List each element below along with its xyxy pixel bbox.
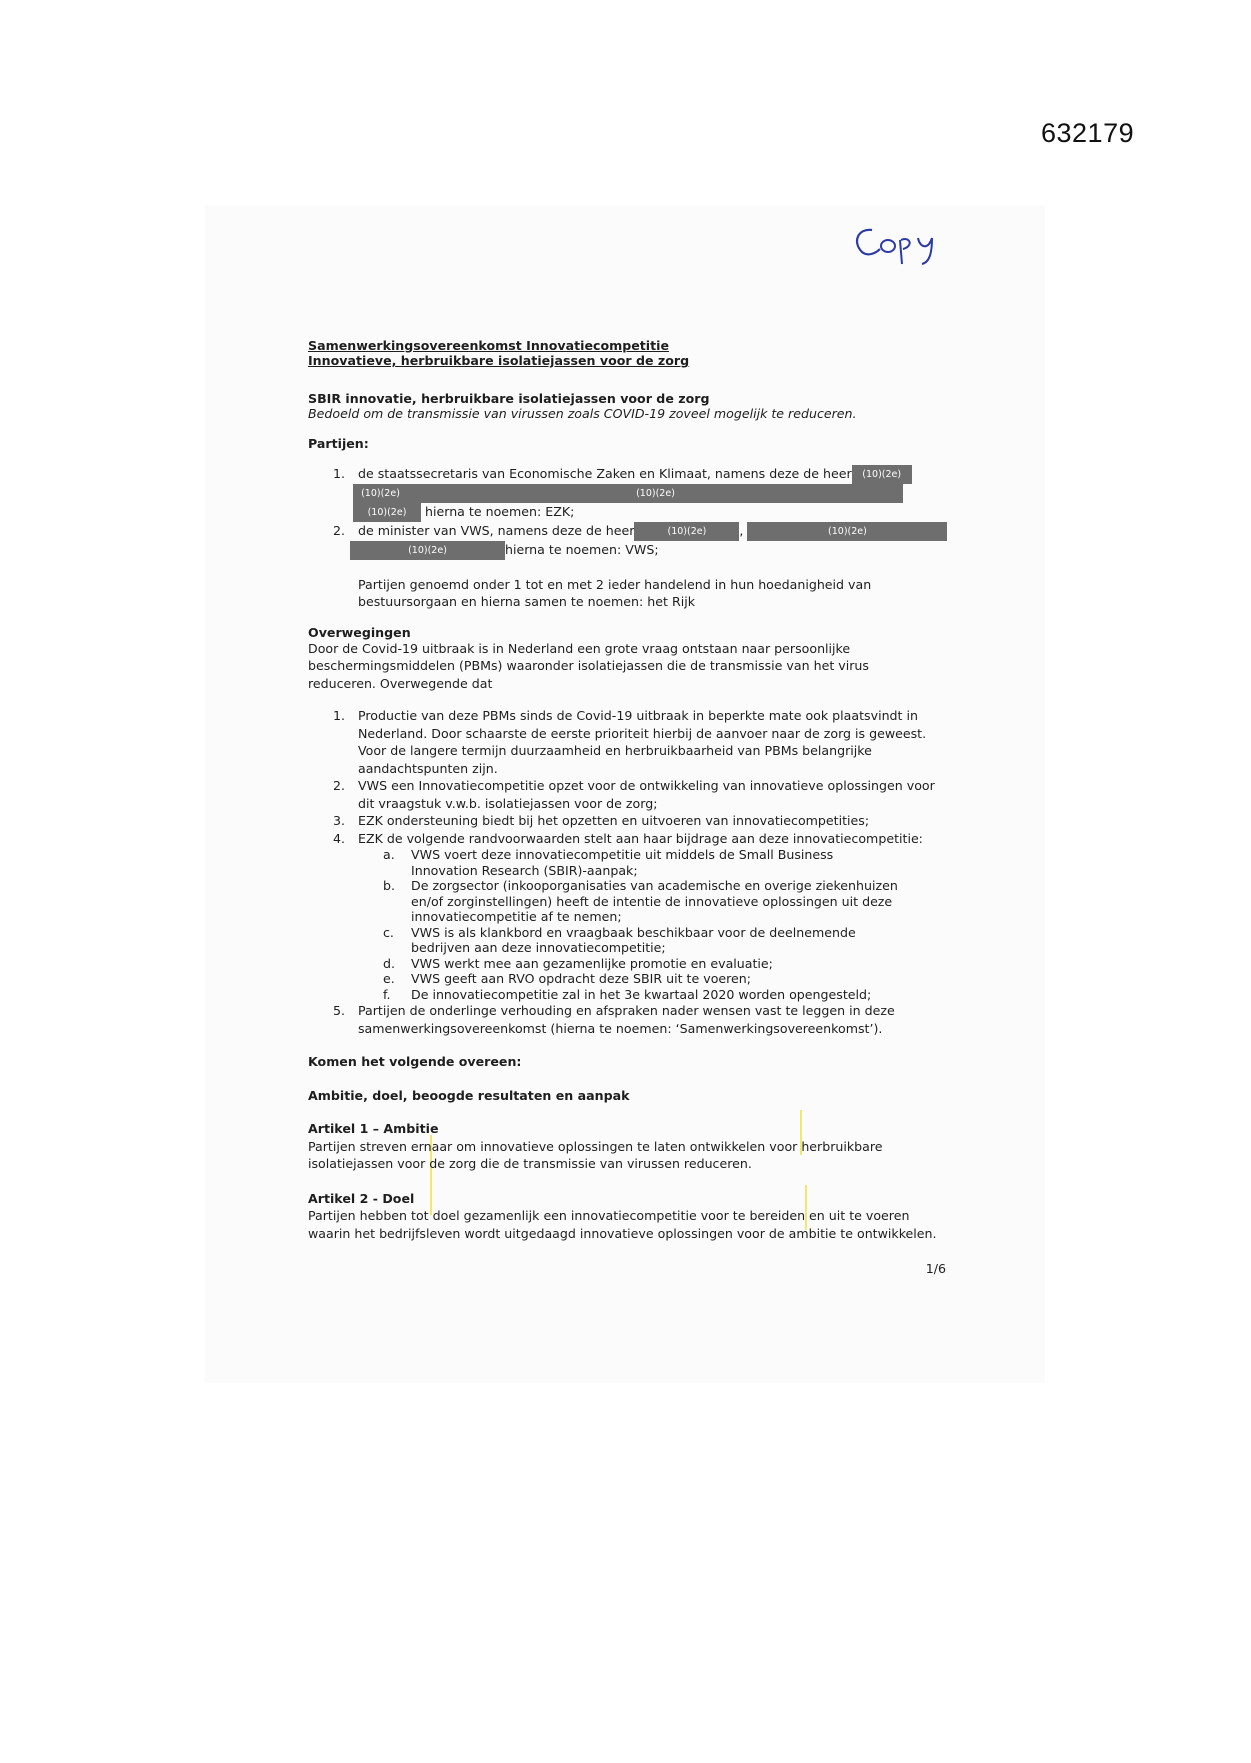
condition-label: f.: [383, 986, 391, 1002]
condition-label: a.: [383, 847, 395, 862]
article-1-heading: Artikel 1 – Ambitie: [308, 1121, 439, 1136]
condition-item: [308, 925, 903, 956]
parties-note: Partijen genoemd onder 1 tot en met 2 ieder handelend in hun hoedanigheid van bestuursorgaan en hierna samen te noemen: het Rijk: [358, 576, 872, 609]
condition-text: VWS is als klankbord en vraagbaak beschikbaar voor de deelnemende bedrijven aan deze innovatiecompetitie;: [411, 924, 856, 955]
redaction-box: (10)(2e): [350, 541, 505, 560]
article-2-heading: Artikel 2 - Doel: [308, 1190, 415, 1206]
condition-item: [308, 878, 903, 925]
consideration-item: [308, 707, 948, 777]
section-heading: Ambitie, doel, beoogde resultaten en aanpak: [308, 1087, 630, 1103]
title-line-1: Samenwerkingsovereenkomst Innovatiecompetitie: [308, 338, 669, 353]
condition-text: VWS geeft aan RVO opdracht deze SBIR uit te voeren;: [411, 971, 752, 986]
condition-item: [308, 971, 903, 987]
item-text: Partijen de onderlinge verhouding en afspraken nader wensen vast te leggen in deze samenwerkingsovereenkomst (hierna te noemen: ‘Samenwerkingsovereenkomst’).: [358, 1003, 895, 1036]
condition-text: VWS werkt mee aan gezamenlijke promotie en evaluatie;: [411, 955, 773, 971]
condition-item: [308, 847, 903, 878]
redaction-box: (10)(2e): [408, 484, 903, 503]
parties-heading: Partijen:: [308, 436, 369, 451]
redaction-box: (10)(2e): [634, 522, 739, 541]
party-1: [308, 465, 948, 522]
condition-label: b.: [383, 878, 395, 893]
subtitle: SBIR innovatie, herbruikbare isolatiejassen voor de zorg: [308, 391, 710, 406]
copy-stamp-handwriting: [850, 222, 960, 272]
condition-label: c.: [383, 924, 394, 940]
considerations-list: [308, 707, 948, 1037]
subtitle-italic: Bedoeld om de transmissie van virussen zoals COVID-19 zoveel mogelijk te reduceren.: [308, 406, 857, 421]
document-number: 632179: [1041, 118, 1135, 148]
article-2-text: Partijen hebben tot doel gezamenlijk een innovatiecompetitie voor te bereiden en uit te voeren waarin het bedrijfsleven wordt uitgedaagd innovatieve oplossingen voor de ambitie te ontwikkelen.: [308, 1208, 937, 1241]
conditions-list: [308, 847, 903, 1002]
party-2-text: de minister van VWS, namens deze de heer: [358, 522, 635, 538]
item-number: 3.: [333, 813, 346, 828]
copy-stamp-text: Copy: [850, 222, 853, 223]
item-text: EZK ondersteuning biedt bij het opzetten en uitvoeren van innovatiecompetities;: [358, 813, 870, 828]
condition-text: De innovatiecompetitie zal in het 3e kwartaal 2020 worden opengesteld;: [411, 986, 872, 1002]
item-text: EZK de volgende randvoorwaarden stelt aan haar bijdrage aan deze innovatiecompetitie:: [358, 830, 923, 846]
consideration-item: [308, 812, 948, 830]
considerations-intro: Door de Covid-19 uitbraak is in Nederland een grote vraag ontstaan naar persoonlijke beschermingsmiddelen (PBMs) waaronder isolatiejassen die de transmissie van het virus reduceren. Overwegende dat: [308, 640, 869, 691]
page-number: 1/6: [925, 1261, 946, 1276]
title-line-2: Innovatieve, herbruikbare isolatiejassen voor de zorg: [308, 353, 690, 368]
party-2-comma: ,: [739, 522, 744, 538]
condition-label: d.: [383, 955, 395, 971]
item-text: Productie van deze PBMs sinds de Covid-19 uitbraak in beperkte mate ook plaatsvindt in Nederland. Door schaarste de eerste prioriteit hierbij de aanvoer naar de zorg is geweest. Voor de langere termijn duurzaamheid en herbruikbaarheid van PBMs belangrijke aandachtspunten zijn.: [358, 708, 927, 776]
agreement-page: [308, 338, 948, 1278]
condition-item: [308, 987, 903, 1003]
agree-heading: Komen het volgende overeen:: [308, 1054, 522, 1069]
party-2-number: 2.: [333, 522, 346, 538]
redaction-box: (10)(2e): [353, 484, 408, 503]
consideration-item: [308, 1002, 948, 1037]
redaction-box: (10)(2e): [852, 465, 912, 484]
redaction-box: (10)(2e): [747, 522, 947, 541]
party-1-number: 1.: [333, 465, 346, 481]
party-2: [308, 522, 948, 560]
condition-item: [308, 956, 903, 972]
consideration-item: [308, 830, 948, 848]
redaction-box: (10)(2e): [353, 503, 421, 522]
party-1-text-b: hierna te noemen: EZK;: [425, 503, 575, 519]
consideration-item: [308, 777, 948, 812]
item-text: VWS een Innovatiecompetitie opzet voor de ontwikkeling van innovatieve oplossingen voor dit vraagstuk v.w.b. isolatiejassen voor de zorg;: [358, 778, 935, 811]
item-number: 5.: [333, 1003, 346, 1018]
party-2-text-b: hierna te noemen: VWS;: [505, 541, 659, 557]
considerations-heading: Overwegingen: [308, 624, 411, 640]
condition-label: e.: [383, 971, 395, 986]
article-1-text: Partijen streven ernaar om innovatieve oplossingen te laten ontwikkelen voor herbruikbare isolatiejassen voor de zorg die de transmissie van virussen reduceren.: [308, 1138, 883, 1171]
item-number: 2.: [333, 778, 346, 793]
item-number: 1.: [333, 708, 346, 723]
item-number: 4.: [333, 830, 346, 846]
condition-text: De zorgsector (inkooporganisaties van academische en overige ziekenhuizen en/of zorginstellingen) heeft de intentie de innovatieve oplossingen uit deze innovatiecompetitie af te nemen;: [411, 878, 898, 924]
condition-text: VWS voert deze innovatiecompetitie uit middels de Small Business Innovation Research (SBIR)-aanpak;: [411, 847, 834, 878]
party-1-text: de staatssecretaris van Economische Zaken en Klimaat, namens deze de heer: [358, 465, 852, 481]
